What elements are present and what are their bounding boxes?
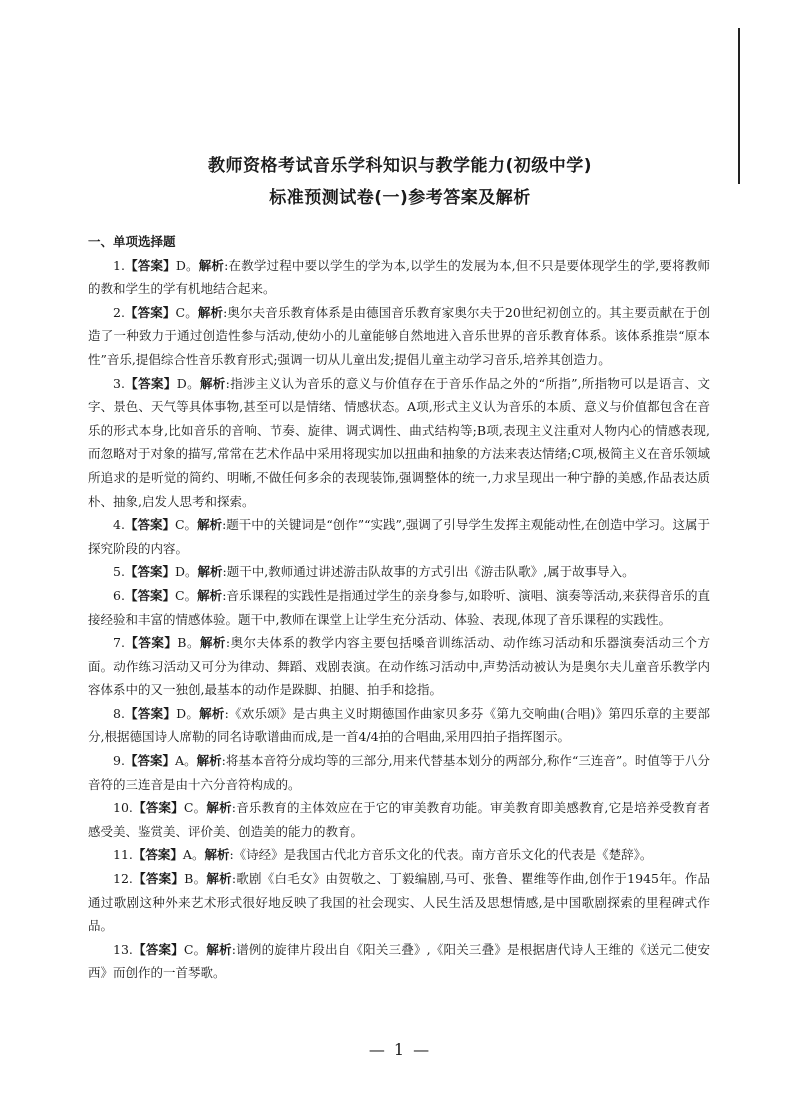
analysis-text: :将基本音符分成均等的三部分,用来代替基本划分的两部分,称作“三连音”。时值等于八分音符的三连音是由十六分音符构成的。	[88, 753, 710, 792]
analysis-text: :音乐课程的实践性是指通过学生的亲身参与,如聆听、演唱、演奏等活动,来获得音乐的直接经验和丰富的情感体验。题干中,教师在课堂上让学生充分活动、体验、表现,体现了音乐课程的实践性。	[88, 587, 710, 627]
answer-separator: 。	[191, 847, 205, 863]
analysis-label: 解析	[197, 304, 224, 320]
analysis-text: :在教学过程中要以学生的学为本,以学生的发展为本,但不只是要体现学生的学,要将教师的教和学生的学有机地结合起来。	[88, 257, 710, 297]
analysis-text: :谱例的旋律片段出自《阳关三叠》,《阳关三叠》是根据唐代诗人王维的《送元二使安西》而创作的一首琴歌。	[88, 941, 710, 981]
analysis-label: 解析	[197, 517, 223, 533]
answer-label: 【答案】	[132, 847, 183, 863]
analysis-text: :题干中,教师通过讲述游击队故事的方式引出《游击队歌》,属于故事导入。	[222, 564, 635, 580]
analysis-text: :歌剧《白毛女》由贺敬之、丁毅编剧,马可、张鲁、瞿维等作曲,创作于1945年。作品通过歌剧这种外来艺术形式很好地反映了我国的社会现实、人民生活及思想情感,是中国歌剧探索的里程碑式作品。	[88, 871, 710, 934]
answer-label: 【答案】	[124, 257, 176, 273]
answer-item	[88, 938, 710, 985]
document-subtitle: 标准预测试卷(一)参考答案及解析	[269, 188, 531, 208]
item-number: 10.	[113, 800, 133, 816]
item-number: 8.	[113, 705, 125, 721]
answer-separator: 。	[185, 257, 199, 273]
answer-item	[88, 254, 710, 301]
analysis-label: 解析	[204, 847, 230, 863]
analysis-text: :《诗经》是我国古代北方音乐文化的代表。南方音乐文化的代表是《楚辞》。	[229, 847, 653, 863]
answer-label: 【答案】	[124, 375, 177, 391]
answer-label: 【答案】	[124, 587, 176, 603]
analysis-label: 解析	[199, 705, 225, 721]
answer-letter: B	[184, 871, 194, 887]
answer-item	[88, 631, 710, 702]
analysis-label: 解析	[196, 753, 222, 769]
analysis-label: 解析	[199, 375, 226, 391]
answer-item	[88, 584, 710, 631]
analysis-text: :《欢乐颂》是古典主义时期德国作曲家贝多芬《第九交响曲(合唱)》第四乐章的主要部分,根据德国诗人席勒的同名诗歌谱曲而成,是一首4/4拍的合唱曲,采用四拍子指挥图示。	[88, 705, 710, 745]
answer-label: 【答案】	[132, 941, 184, 957]
answer-letter: D	[176, 375, 187, 391]
answer-item	[88, 372, 710, 514]
answer-letter: C	[174, 517, 185, 533]
analysis-text: :指涉主义认为音乐的意义与价值存在于音乐作品之外的“所指”,所指物可以是语言、文字、景色、天气等具体事物,甚至可以是情绪、情感状态。A项,形式主义认为音乐的本质、意义与价值都包含在音乐的形式本身,比如音乐的音响、节奏、旋律、调式调性、曲式结构等;B项,表现主义注重对人物内心的情感表现,而忽略对于对象的描写,常常在艺术作品中采用将现实加以扭曲和抽象的方法来表达情绪;C项,极简主义在音乐领域所追求的是听觉的简约、明晰,不做任何多余的表现装饰,强调整体的统一,力求呈现出一种宁静的美感,作品表达质朴、抽象,启发人思考和探索。	[88, 375, 710, 509]
document-title: 教师资格考试音乐学科知识与教学能力(初级中学)	[207, 156, 593, 176]
analysis-label: 解析	[199, 635, 226, 651]
answer-separator: 。	[186, 375, 200, 391]
answer-letter: B	[177, 635, 187, 651]
answer-separator: 。	[193, 800, 207, 816]
item-number: 4.	[113, 517, 125, 533]
analysis-label: 解析	[198, 257, 225, 273]
answer-separator: 。	[186, 635, 200, 651]
analysis-text: :音乐教育的主体效应在于它的审美教育功能。审美教育即美感教育,它是培养受教育者感受美、鉴赏美、评价美、创造美的能力的教育。	[88, 800, 710, 839]
item-number: 5.	[113, 564, 125, 580]
answer-letter: D	[175, 257, 186, 273]
answer-item	[88, 301, 710, 372]
answer-item	[88, 749, 710, 796]
item-number: 3.	[113, 375, 125, 391]
answer-separator: 。	[193, 871, 207, 887]
item-number: 9.	[113, 753, 125, 769]
analysis-label: 解析	[197, 564, 223, 580]
answer-separator: 。	[184, 753, 197, 769]
answer-label: 【答案】	[132, 871, 185, 887]
answer-content	[88, 230, 710, 985]
answer-label: 【答案】	[124, 517, 175, 533]
answer-item	[88, 796, 710, 843]
page-number: — 1 —	[368, 1040, 432, 1059]
item-number: 11.	[113, 847, 133, 863]
answer-separator: 。	[184, 587, 198, 603]
answer-letter: A	[175, 753, 185, 769]
answer-letter: D	[176, 705, 187, 721]
analysis-text: :奥尔夫体系的教学内容主要包括嗓音训练活动、动作练习活动和乐器演奏活动三个方面。动作练习活动又可分为律动、舞蹈、戏剧表演。在动作练习活动中,声势活动被认为是奥尔夫儿童音乐教学内容体系中的又一独创,最基本的动作是跺脚、拍腿、拍手和捻指。	[88, 635, 710, 698]
answer-letter: C	[183, 800, 194, 816]
analysis-label: 解析	[206, 871, 232, 887]
analysis-label: 解析	[206, 800, 232, 816]
answer-letter: D	[174, 564, 185, 580]
answer-label: 【答案】	[132, 800, 184, 816]
answer-separator: 。	[193, 941, 207, 957]
answer-separator: 。	[184, 517, 198, 533]
answer-list	[88, 254, 710, 985]
answer-letter: C	[183, 941, 194, 957]
answer-item	[88, 867, 710, 938]
item-number: 12.	[113, 871, 133, 887]
item-number: 13.	[113, 941, 133, 957]
answer-separator: 。	[184, 564, 198, 580]
analysis-label: 解析	[206, 941, 232, 957]
analysis-text: :题干中的关键词是“创作”“实践”,强调了引导学生发挥主观能动性,在创造中学习。这属于探究阶段的内容。	[88, 517, 710, 556]
answer-item	[88, 513, 710, 560]
answer-separator: 。	[185, 304, 198, 320]
answer-letter: C	[175, 587, 185, 603]
answer-label: 【答案】	[124, 304, 176, 320]
item-number: 1.	[113, 257, 125, 273]
section-heading: 一、单项选择题	[88, 234, 176, 249]
title-block	[0, 150, 800, 214]
item-number: 7.	[113, 635, 125, 651]
answer-item	[88, 560, 710, 584]
answer-label: 【答案】	[124, 635, 178, 651]
analysis-text: :奥尔夫音乐教育体系是由德国音乐教育家奥尔夫于20世纪初创立的。其主要贡献在于创造了一种致力于通过创造性参与活动,使幼小的儿童能够自然地进入音乐世界的音乐教育体系。该体系推崇“原本性”音乐,提倡综合性音乐教育形式;强调一切从儿童出发;提倡儿童主动学习音乐,培养其创造力。	[88, 304, 710, 367]
item-number: 2.	[113, 304, 125, 320]
answer-label: 【答案】	[124, 705, 177, 721]
analysis-label: 解析	[197, 587, 223, 603]
answer-separator: 。	[186, 705, 200, 721]
answer-item	[88, 702, 710, 749]
answer-label: 【答案】	[124, 753, 176, 769]
answer-item	[88, 843, 710, 867]
answer-letter: C	[175, 304, 186, 320]
answer-letter: A	[182, 847, 192, 863]
item-number: 6.	[113, 587, 125, 603]
answer-label: 【答案】	[124, 564, 175, 580]
